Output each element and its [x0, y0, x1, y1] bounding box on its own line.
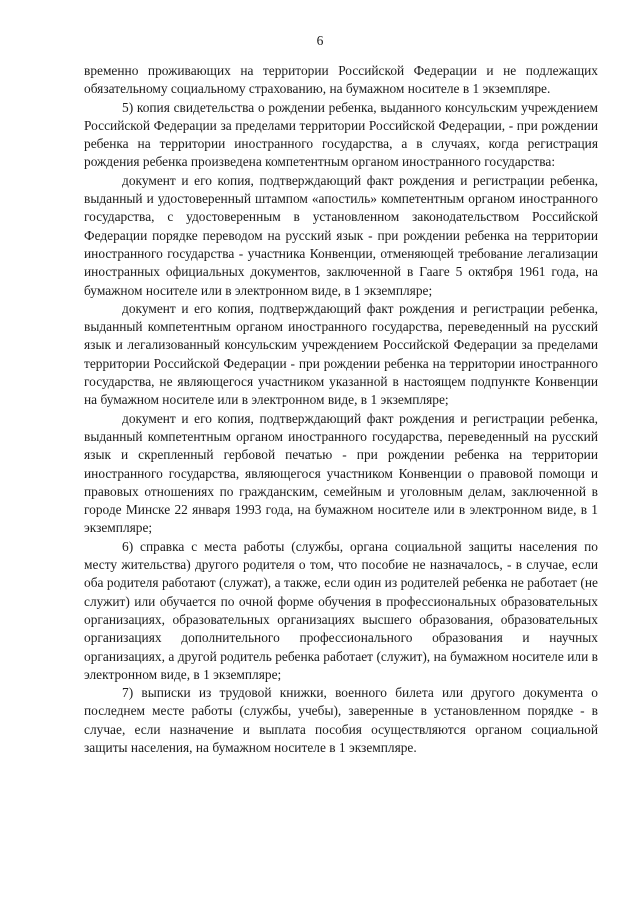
page-number: 6 — [316, 33, 324, 48]
paragraph-item-5-sealed-document: документ и его копия, подтверждающий факт рождения и регистрации ребенка, выданный компетентным органом иностранного государства, переведенный на русский язык и скрепленный гербовой печатью - при рождении ребенка на территории иностранного государства, являющегося участником Конвенции о правовой помощи и правовых отношениях по гражданским, семейным и уголовным делам, заключенной в городе Минске 22 января 1993 года, на бумажном носителе или в электронном виде, в 1 экземпляре; — [84, 410, 598, 536]
paragraph-item-7: 7) выписки из трудовой книжки, военного билета или другого документа о последнем месте работы (службы, учебы), заверенные в установленном порядке - в случае, если назначение и выплата пособия осуществляются органом социальной защиты населения, на бумажном носителе в 1 экземпляре. — [84, 685, 598, 755]
paragraph-item-5-apostille-document: документ и его копия, подтверждающий факт рождения и регистрации ребенка, выданный и удостоверенный штампом «апостиль» компетентным органом иностранного государства, с удостоверенным в установленном законодательством Российской Федерации порядке переводом на русский язык - при рождении ребенка на территории иностранного государства - участника Конвенции, отменяющей требование легализации иностранных официальных документов, заключенной в Гааге 5 октября 1961 года, на бумажном носителе или в электронном виде, в 1 экземпляре; — [84, 172, 598, 298]
paragraph-item-5-legalized-document: документ и его копия, подтверждающий факт рождения и регистрации ребенка, выданный компетентным органом иностранного государства, переведенный на русский язык и легализованный консульским учреждением Российской Федерации за пределами территории Российской Федерации - при рождении ребенка на территории иностранного государства, не являющегося участником указанной в настоящем подпункте Конвенции на бумажном носителе или в электронном виде, в 1 экземпляре; — [84, 300, 598, 408]
paragraph-item-5: 5) копия свидетельства о рождении ребенка, выданного консульским учреждением Российской Федерации за пределами территории Российской Федерации, - при рождении ребенка на территории иностранного государства, а в случаях, когда регистрация рождения ребенка произведена компетентным органом иностранного государства: — [84, 99, 598, 170]
paragraph-continuation: временно проживающих на территории Российской Федерации и не подлежащих обязательному социальному страхованию, на бумажном носителе в 1 экземпляре. — [84, 63, 598, 97]
document-body — [84, 62, 598, 757]
paragraph-item-6: 6) справка с места работы (службы, органа социальной защиты населения по месту жительства) другого родителя о том, что пособие не назначалось, - в случае, если оба родителя работают (служат), а также, если один из родителей ребенка не работает (не служит) или обучается по очной форме обучения в профессиональных образовательных организациях, образовательных организациях высшего образования, образовательных организациях дополнительного профессионального образования и научных организациях, а другой родитель ребенка работает (служит), на бумажном носителе или в электронном виде, в 1 экземпляре; — [84, 538, 598, 682]
